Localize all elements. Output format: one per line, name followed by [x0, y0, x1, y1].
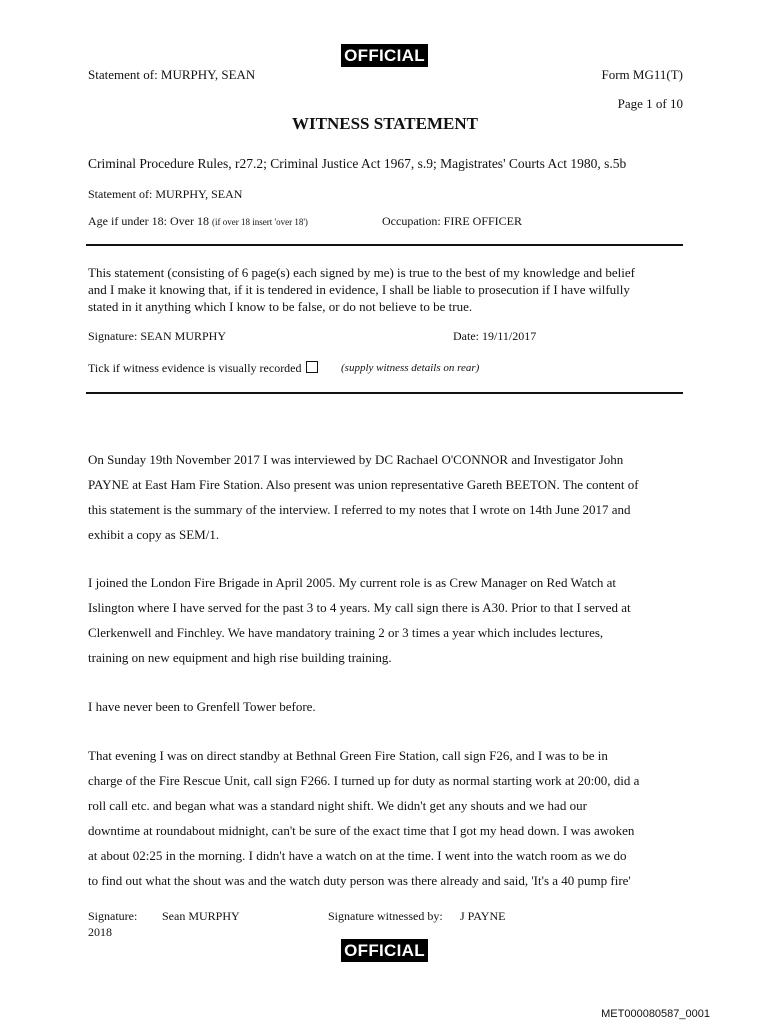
declaration-line-2: and I make it knowing that, if it is tendered in evidence, I shall be liable to prosecution if I have wilfully	[88, 282, 630, 297]
footer-witnessed-label: Signature witnessed by:	[328, 909, 443, 923]
paragraph-line: roll call etc. and began what was a standard night shift. We didn't get any shouts and we had our	[88, 798, 587, 813]
footer-year: 2018	[88, 925, 112, 939]
supply-details-note: (supply witness details on rear)	[341, 362, 480, 374]
visual-record-row	[88, 361, 318, 376]
paragraph-line: charge of the Fire Rescue Unit, call sign F266. I turned up for duty as normal starting work at 20:00, did a	[88, 773, 640, 788]
divider-top	[86, 244, 683, 246]
date-line: Date: 19/11/2017	[453, 329, 537, 343]
paragraph-line: On Sunday 19th November 2017 I was interviewed by DC Rachael O'CONNOR and Investigator John	[88, 452, 624, 467]
age-label: Age if under 18: Over 18	[88, 214, 209, 228]
declaration-line-1: This statement (consisting of 6 page(s) each signed by me) is true to the best of my knowledge and belief	[88, 265, 635, 280]
paragraph-evening	[88, 743, 688, 893]
paragraph-line: training on new equipment and high rise building training.	[88, 650, 392, 665]
paragraph-line: downtime at roundabout midnight, can't be sure of the exact time that I got my head down. I was awoken	[88, 823, 635, 838]
statement-of-line: Statement of: MURPHY, SEAN	[88, 187, 243, 201]
paragraph-interview	[88, 447, 688, 547]
document-id: MET000080587_0001	[601, 1008, 710, 1020]
form-number: Form MG11(T)	[601, 67, 683, 82]
official-banner-bottom: OFFICIAL	[341, 939, 428, 962]
paragraph-line: I have never been to Grenfell Tower before.	[88, 699, 316, 714]
age-field	[88, 214, 308, 229]
paragraph-line: PAYNE at East Ham Fire Station. Also present was union representative Gareth BEETON. The content of	[88, 477, 639, 492]
page-title: WITNESS STATEMENT	[292, 114, 478, 133]
legal-rules: Criminal Procedure Rules, r27.2; Criminal Justice Act 1967, s.9; Magistrates' Courts Act 1980, s.5b	[88, 156, 627, 171]
paragraph-line: That evening I was on direct standby at Bethnal Green Fire Station, call sign F26, and I was to be in	[88, 748, 608, 763]
paragraph-career	[88, 570, 688, 670]
signature-line: Signature: SEAN MURPHY	[88, 329, 227, 343]
paragraph-line: Islington where I have served for the past 3 to 4 years. My call sign there is A30. Prior to that I served at	[88, 600, 631, 615]
official-banner-top: OFFICIAL	[341, 44, 428, 67]
visual-record-label: Tick if witness evidence is visually recorded	[88, 361, 302, 375]
paragraph-grenfell	[88, 694, 688, 719]
paragraph-line: this statement is the summary of the interview. I referred to my notes that I wrote on 14th June 2017 and	[88, 502, 631, 517]
footer-signature-name: Sean MURPHY	[162, 909, 240, 923]
footer-signature-label: Signature:	[88, 909, 138, 923]
paragraph-line: at about 02:25 in the morning. I didn't have a watch on at the time. I went into the watch room as we do	[88, 848, 627, 863]
occupation-field: Occupation: FIRE OFFICER	[382, 214, 522, 228]
declaration-line-3: stated in it anything which I know to be false, or do not believe to be true.	[88, 299, 473, 314]
paragraph-line: exhibit a copy as SEM/1.	[88, 527, 220, 542]
statement-of-header: Statement of: MURPHY, SEAN	[88, 67, 256, 82]
visual-record-checkbox[interactable]	[306, 361, 318, 373]
paragraph-line: Clerkenwell and Finchley. We have mandatory training 2 or 3 times a year which includes lectures,	[88, 625, 604, 640]
footer-witnessed-name: J PAYNE	[460, 909, 506, 923]
paragraph-line: to find out what the shout was and the watch duty person was there already and said, 'It's a 40 pump fire'	[88, 873, 631, 888]
page-number: Page 1 of 10	[617, 96, 683, 111]
paragraph-line: I joined the London Fire Brigade in April 2005. My current role is as Crew Manager on Red Watch at	[88, 575, 616, 590]
age-note: (if over 18 insert 'over 18')	[211, 217, 308, 227]
divider-bottom	[86, 392, 683, 394]
